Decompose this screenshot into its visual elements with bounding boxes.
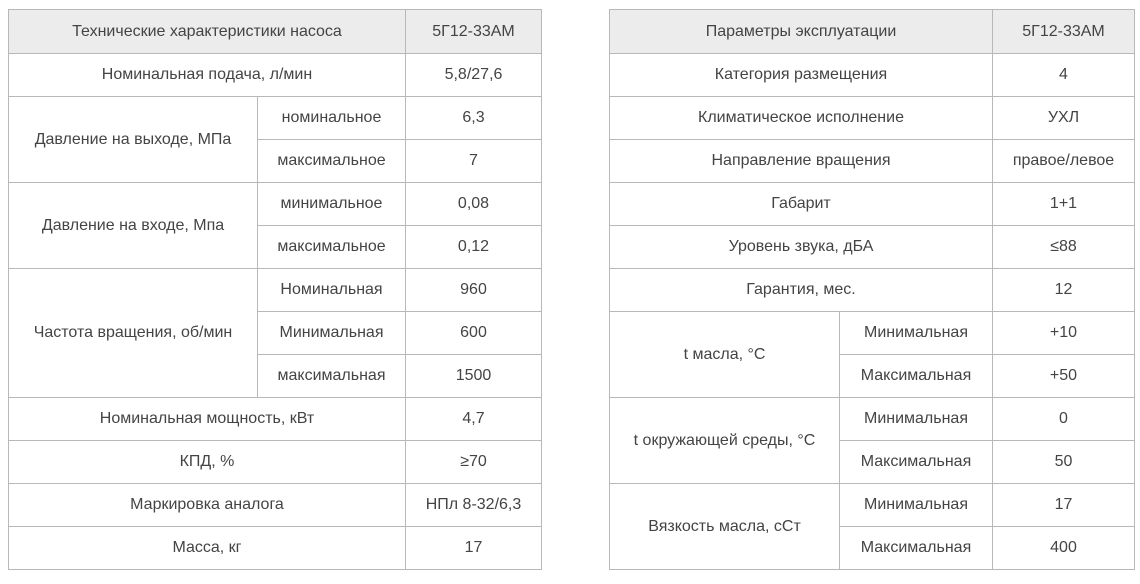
efficiency-label: КПД, % [9, 441, 406, 484]
specs-header-title: Технические характеристики насоса [9, 10, 406, 54]
analog-value: НПл 8-32/6,3 [406, 484, 542, 527]
table-header-row [610, 10, 1135, 54]
table-header-row [9, 10, 542, 54]
analog-label: Маркировка аналога [9, 484, 406, 527]
viscosity-value: 400 [993, 527, 1135, 570]
outlet-pressure-value: 7 [406, 140, 542, 183]
table-row [610, 484, 1135, 527]
ambient-temp-sub: Максимальная [840, 441, 993, 484]
table-row [610, 269, 1135, 312]
table-row [610, 54, 1135, 97]
efficiency-value: ≥70 [406, 441, 542, 484]
oil-temp-sub: Минимальная [840, 312, 993, 355]
rotation-speed-label: Частота вращения, об/мин [9, 269, 258, 398]
ambient-temp-sub: Минимальная [840, 398, 993, 441]
rotation-speed-value: 960 [406, 269, 542, 312]
viscosity-value: 17 [993, 484, 1135, 527]
noise-level-label: Уровень звука, дБА [610, 226, 993, 269]
climate-version-label: Климатическое исполнение [610, 97, 993, 140]
power-label: Номинальная мощность, кВт [9, 398, 406, 441]
table-row [610, 97, 1135, 140]
mass-label: Масса, кг [9, 527, 406, 570]
ops-header-model: 5Г12-33АМ [993, 10, 1135, 54]
inlet-pressure-value: 0,12 [406, 226, 542, 269]
rotation-speed-value: 1500 [406, 355, 542, 398]
table-row [610, 398, 1135, 441]
table-row [9, 484, 542, 527]
table-row [9, 269, 542, 312]
dimension-label: Габарит [610, 183, 993, 226]
dimension-value: 1+1 [993, 183, 1135, 226]
rotation-speed-sub: Минимальная [258, 312, 406, 355]
flow-value: 5,8/27,6 [406, 54, 542, 97]
pump-specs-table [8, 9, 542, 570]
table-row [610, 140, 1135, 183]
table-row [9, 97, 542, 140]
ambient-temp-value: 0 [993, 398, 1135, 441]
inlet-pressure-value: 0,08 [406, 183, 542, 226]
mass-value: 17 [406, 527, 542, 570]
rotation-speed-sub: Номинальная [258, 269, 406, 312]
viscosity-sub: Минимальная [840, 484, 993, 527]
placement-category-label: Категория размещения [610, 54, 993, 97]
flow-label: Номинальная подача, л/мин [9, 54, 406, 97]
table-row [9, 183, 542, 226]
rotation-direction-label: Направление вращения [610, 140, 993, 183]
rotation-speed-value: 600 [406, 312, 542, 355]
operation-params-table [609, 9, 1135, 570]
warranty-value: 12 [993, 269, 1135, 312]
inlet-pressure-sub: максимальное [258, 226, 406, 269]
table-row [610, 183, 1135, 226]
ambient-temp-label: t окружающей среды, °C [610, 398, 840, 484]
inlet-pressure-sub: минимальное [258, 183, 406, 226]
outlet-pressure-label: Давление на выходе, МПа [9, 97, 258, 183]
table-row [9, 54, 542, 97]
outlet-pressure-sub: максимальное [258, 140, 406, 183]
inlet-pressure-label: Давление на входе, Мпа [9, 183, 258, 269]
table-row [9, 398, 542, 441]
table-row [9, 441, 542, 484]
table-row [610, 226, 1135, 269]
outlet-pressure-value: 6,3 [406, 97, 542, 140]
placement-category-value: 4 [993, 54, 1135, 97]
warranty-label: Гарантия, мес. [610, 269, 993, 312]
ambient-temp-value: 50 [993, 441, 1135, 484]
viscosity-sub: Максимальная [840, 527, 993, 570]
outlet-pressure-sub: номинальное [258, 97, 406, 140]
viscosity-label: Вязкость масла, сСт [610, 484, 840, 570]
rotation-speed-sub: максимальная [258, 355, 406, 398]
ops-header-title: Параметры эксплуатации [610, 10, 993, 54]
noise-level-value: ≤88 [993, 226, 1135, 269]
specs-header-model: 5Г12-33АМ [406, 10, 542, 54]
oil-temp-value: +50 [993, 355, 1135, 398]
table-row [9, 527, 542, 570]
table-row [610, 312, 1135, 355]
power-value: 4,7 [406, 398, 542, 441]
climate-version-value: УХЛ [993, 97, 1135, 140]
oil-temp-sub: Максимальная [840, 355, 993, 398]
oil-temp-label: t масла, °C [610, 312, 840, 398]
oil-temp-value: +10 [993, 312, 1135, 355]
rotation-direction-value: правое/левое [993, 140, 1135, 183]
